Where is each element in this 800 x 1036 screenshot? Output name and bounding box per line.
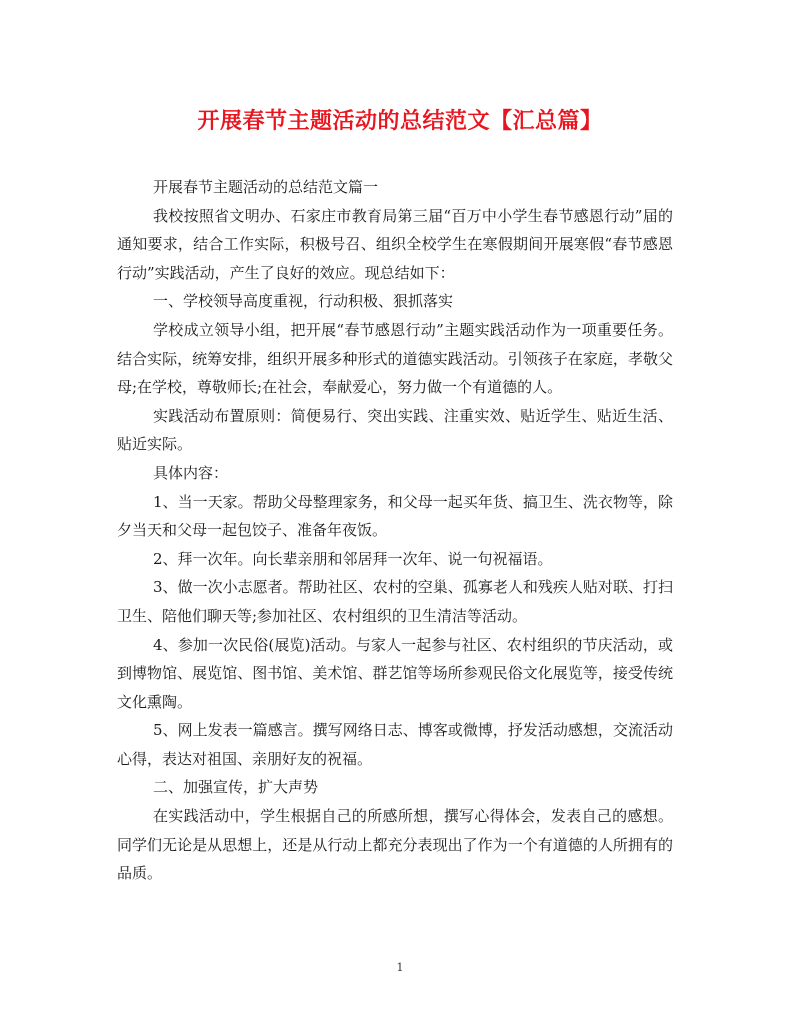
document-title: 开展春节主题活动的总结范文【汇总篇】: [197, 108, 603, 134]
list-item: 3、做一次小志愿者。帮助社区、农村的空巢、孤寡老人和残疾人贴对联、打扫卫生、陪他们聊天等;参加社区、农村组织的卫生清洁等活动。: [117, 578, 673, 625]
page-number: 1: [396, 961, 404, 974]
list-item: 2、拜一次年。向长辈亲朋和邻居拜一次年、说一句祝福语。: [153, 549, 553, 568]
body-paragraph: 学校成立领导小组，把开展“春节感恩行动”主题实践活动作为一项重要任务。结合实际，统筹安排，组织开展多种形式的道德实践活动。引领孩子在家庭，孝敬父母;在学校，尊敬师长;在社会，奉献爱心，努力做一个有道德的人。: [117, 320, 673, 397]
section-heading-2: 二、加强宣传，扩大声势: [153, 778, 319, 797]
list-item: 4、参加一次民俗(展览)活动。与家人一起参与社区、农村组织的节庆活动，或到博物馆、展览馆、图书馆、美术馆、群艺馆等场所参观民俗文化展览等，接受传统文化熏陶。: [117, 635, 673, 711]
content-heading: 具体内容：: [153, 463, 229, 482]
body-paragraph: 实践活动布置原则：简便易行、突出实践、注重实效、贴近学生、贴近生活、贴近实际。: [117, 406, 673, 454]
list-item: 5、网上发表一篇感言。撰写网络日志、博客或微博，抒发活动感想，交流活动心得，表达对祖国、亲朋好友的祝福。: [117, 721, 673, 768]
body-paragraph: 在实践活动中，学生根据自己的所感所想，撰写心得体会，发表自己的感想。同学们无论是从思想上，还是从行动上都充分表现出了作为一个有道德的人所拥有的品质。: [117, 807, 673, 883]
document-body: [117, 173, 673, 888]
list-item: 1、当一天家。帮助父母整理家务，和父母一起买年货、搞卫生、洗衣物等，除夕当天和父母一起包饺子、准备年夜饭。: [117, 492, 673, 540]
intro-paragraph: 我校按照省文明办、石家庄市教育局第三届“百万中小学生春节感恩行动”届的通知要求，结合工作实际，积极号召、组织全校学生在寒假期间开展寒假“春节感恩行动”实践活动，产生了良好的效应。现总结如下：: [117, 206, 673, 282]
section-heading-1: 一、学校领导高度重视，行动积极、狠抓落实: [153, 292, 454, 311]
subtitle-paragraph: 开展春节主题活动的总结范文篇一: [153, 178, 379, 196]
